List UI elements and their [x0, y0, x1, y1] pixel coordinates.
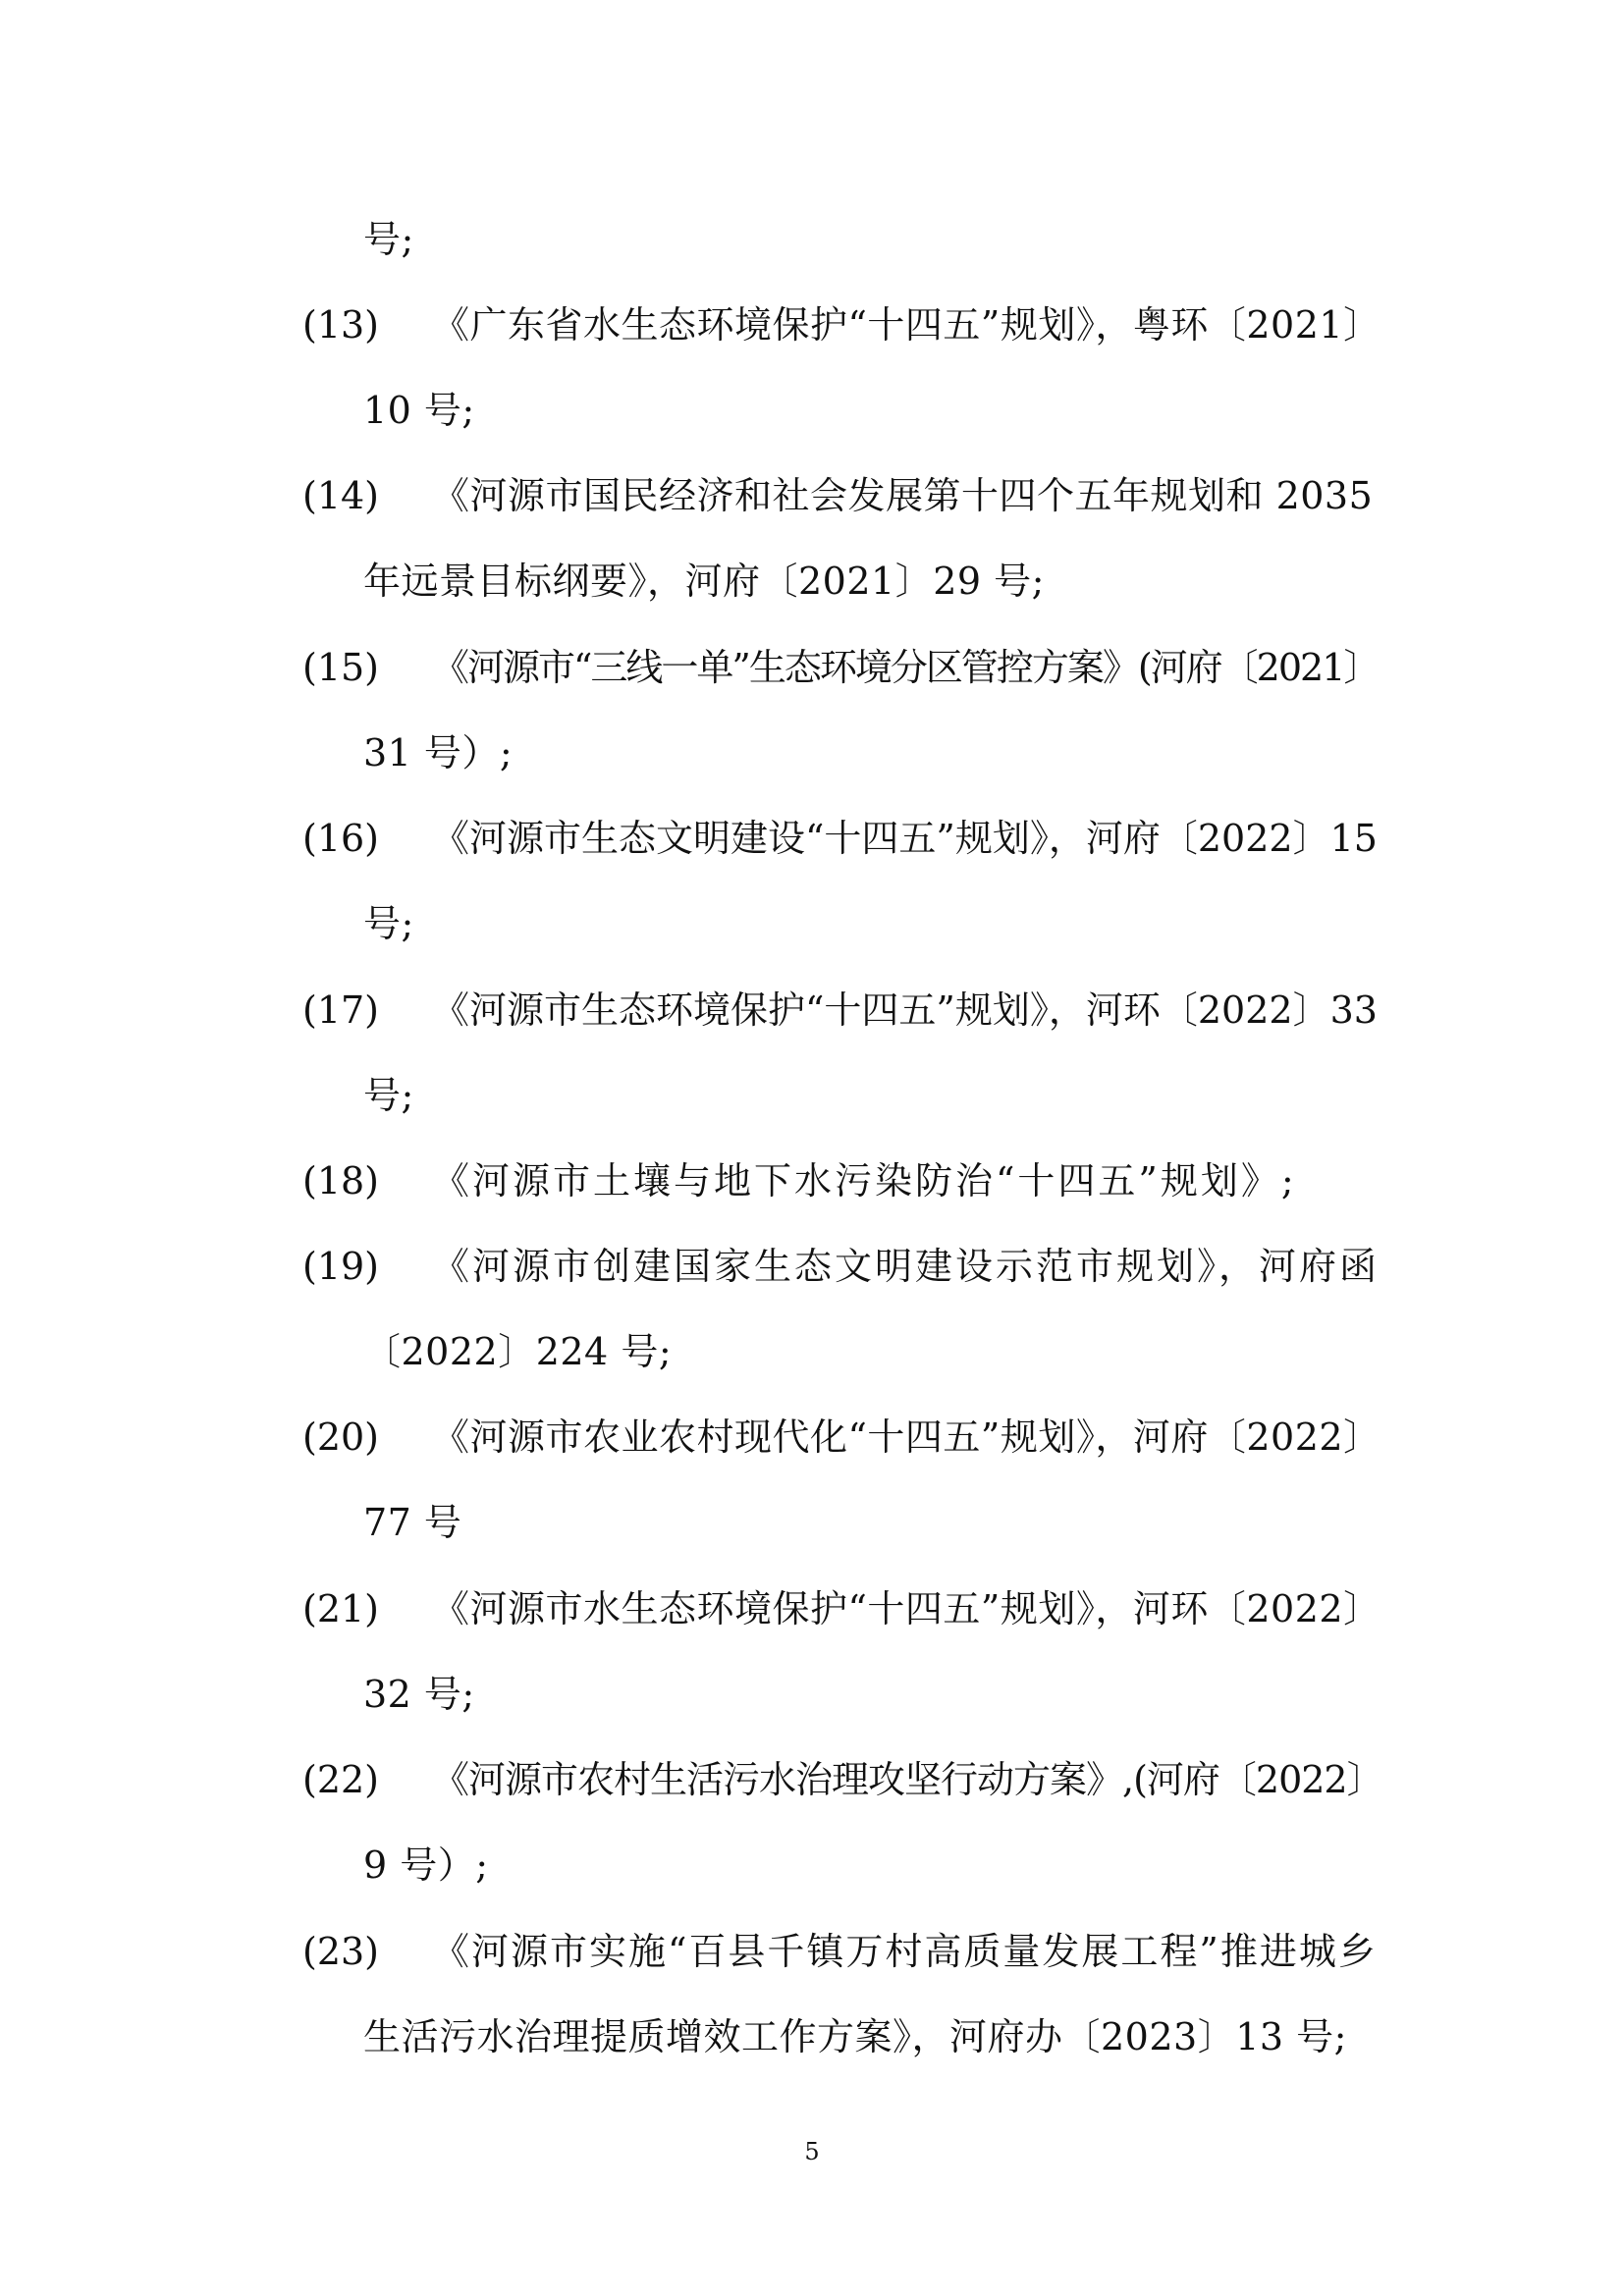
item-number: (19): [302, 1245, 380, 1288]
item-first-line: 《河源市农业农村现代化“十四五”规划》，河府〔2022〕: [432, 1415, 1381, 1459]
item-number: (20): [302, 1415, 380, 1459]
item-number: (23): [302, 1930, 380, 1973]
item-continuation-line: 〔2022〕224 号;: [363, 1330, 673, 1373]
previous-item-continuation: 号;: [363, 218, 414, 261]
item-continuation-line: 号;: [363, 1074, 414, 1117]
item-first-line: 《河源市实施“百县千镇万村高质量发展工程”推进城乡: [432, 1930, 1378, 1973]
item-number: (17): [302, 988, 380, 1032]
item-number: (22): [302, 1758, 380, 1801]
item-number: (15): [302, 646, 380, 689]
item-number: (13): [302, 303, 380, 347]
item-number: (14): [302, 474, 380, 517]
item-continuation-line: 号;: [363, 902, 414, 945]
page-number: 5: [804, 2138, 820, 2165]
item-first-line: 《河源市农村生活污水治理攻坚行动方案》,(河府〔2022〕: [432, 1758, 1383, 1801]
item-first-line: 《河源市“三线一单”生态环境分区管控方案》(河府〔2021〕: [432, 646, 1380, 689]
item-continuation-line: 31 号）;: [363, 731, 514, 774]
item-first-line: 《河源市国民经济和社会发展第十四个五年规划和 2035: [432, 474, 1374, 517]
item-first-line: 《河源市创建国家生态文明建设示范市规划》，河府函: [432, 1245, 1380, 1288]
item-number: (16): [302, 817, 380, 860]
item-continuation-line: 生活污水治理提质增效工作方案》，河府办〔2023〕13 号;: [363, 2015, 1347, 2058]
item-first-line: 《河源市水生态环境保护“十四五”规划》，河环〔2022〕: [432, 1587, 1381, 1630]
item-number: (21): [302, 1587, 380, 1630]
item-continuation-line: 年远景目标纲要》，河府〔2021〕29 号;: [363, 560, 1045, 603]
item-continuation-line: 10 号;: [363, 389, 475, 432]
item-first-line: 《河源市生态文明建设“十四五”规划》，河府〔2022〕15: [432, 817, 1378, 860]
item-first-line: 《广东省水生态环境保护“十四五”规划》，粤环〔2021〕: [432, 303, 1381, 347]
item-first-line: 《河源市土壤与地下水污染防治“十四五”规划》;: [432, 1159, 1297, 1202]
item-continuation-line: 9 号）;: [363, 1843, 489, 1887]
item-continuation-line: 77 号: [363, 1501, 462, 1544]
item-first-line: 《河源市生态环境保护“十四五”规划》，河环〔2022〕33: [432, 988, 1378, 1032]
item-number: (18): [302, 1159, 380, 1202]
item-continuation-line: 32 号;: [363, 1673, 475, 1716]
